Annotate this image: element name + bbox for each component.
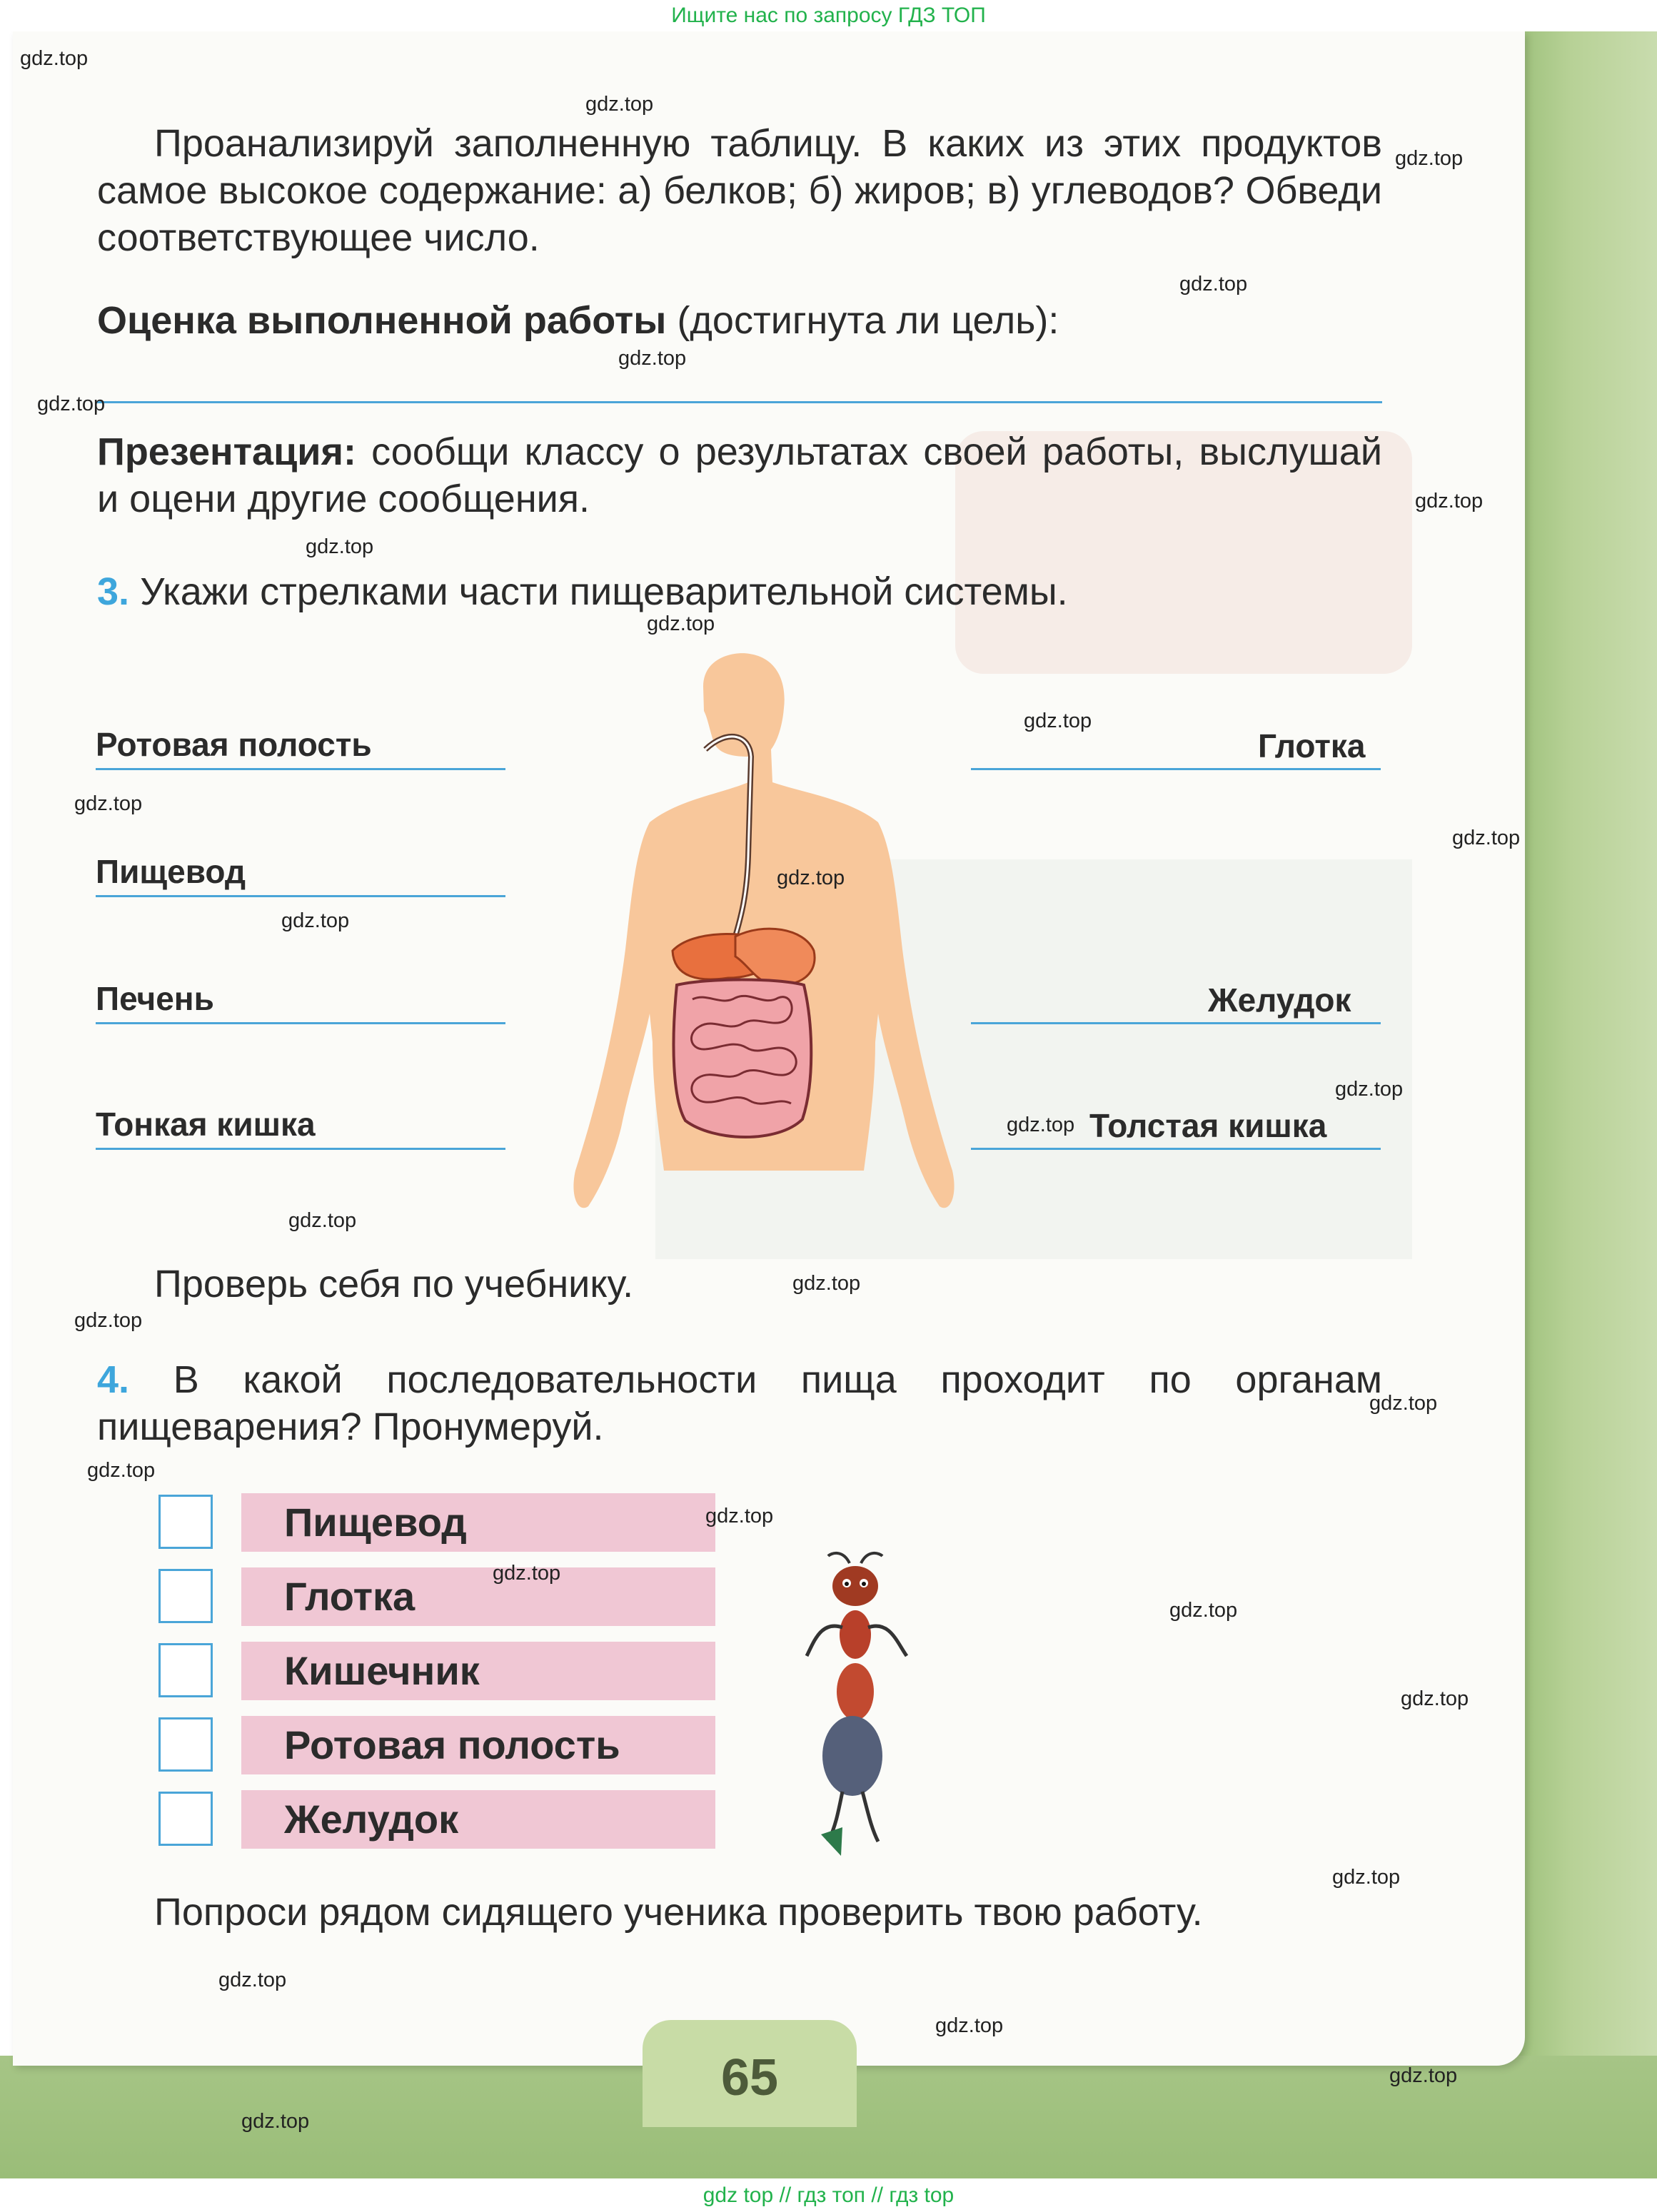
stomach-answer-line[interactable] [971, 1022, 1381, 1024]
watermark-text: gdz.top [1415, 490, 1484, 512]
mouth-answer-line[interactable] [96, 768, 505, 770]
small-intestine-answer-line[interactable] [96, 1148, 505, 1150]
pharynx-answer-line[interactable] [971, 768, 1381, 770]
sequence-item-pharynx: Глотка [284, 1574, 415, 1619]
watermark-text: gdz.top [306, 535, 374, 558]
task3-heading [97, 568, 1382, 615]
sequence-number-box[interactable] [158, 1792, 213, 1846]
bottom-banner[interactable]: gdz top // гдз топ // гдз top [0, 2178, 1657, 2212]
presentation-text: сообщи классу о результатах своей работы, выслушай и оцени другие сообщения. [97, 430, 1382, 520]
watermark-text: gdz.top [241, 2110, 310, 2133]
evaluation-heading: Оценка выполненной работы [97, 299, 667, 342]
sequence-number-box[interactable] [158, 1495, 213, 1549]
sequence-item-stomach: Желудок [284, 1797, 459, 1842]
watermark-text: gdz.top [1452, 827, 1521, 849]
esophagus-answer-line[interactable] [96, 895, 505, 897]
watermark-text: gdz.top [1369, 1392, 1438, 1415]
task4-number: 4. [97, 1358, 130, 1401]
label-large-intestine: Толстая кишка [1089, 1107, 1327, 1144]
sequence-item-mouth: Ротовая полость [284, 1722, 620, 1767]
digestive-system-illustration [521, 642, 1021, 1242]
large-intestine-answer-line[interactable] [971, 1148, 1381, 1150]
watermark-text: gdz.top [1335, 1078, 1404, 1101]
sequence-number-box[interactable] [158, 1569, 213, 1623]
ant-mascot-icon [800, 1549, 914, 1863]
watermark-text: gdz.top [20, 47, 89, 70]
sequence-number-box[interactable] [158, 1717, 213, 1772]
watermark-text: gdz.top [647, 612, 715, 635]
check-textbook-text: Проверь себя по учебнику. [154, 1263, 634, 1306]
watermark-text: gdz.top [218, 1969, 287, 1991]
evaluation-line [97, 297, 1382, 344]
task3-number: 3. [97, 570, 130, 613]
label-mouth: Ротовая полость [96, 726, 372, 763]
label-pharynx: Глотка [1258, 727, 1366, 764]
watermark-text: gdz.top [935, 2014, 1004, 2037]
liver-answer-line[interactable] [96, 1022, 505, 1024]
watermark-text: gdz.top [1389, 2064, 1458, 2087]
sequence-item-intestine: Кишечник [284, 1648, 480, 1693]
evaluation-answer-line[interactable] [97, 401, 1382, 403]
label-liver: Печень [96, 980, 214, 1017]
watermark-text: gdz.top [1169, 1599, 1238, 1622]
label-stomach: Желудок [1208, 981, 1351, 1019]
watermark-text: gdz.top [493, 1562, 561, 1585]
watermark-text: gdz.top [37, 393, 106, 415]
task4-text: В какой последовательности пища проходит по органам пищеварения? Пронумеруй. [97, 1358, 1382, 1448]
watermark-text: gdz.top [705, 1505, 774, 1527]
page-number: 65 [720, 2049, 779, 2106]
top-banner[interactable]: Ищите нас по запросу ГДЗ ТОП [0, 0, 1657, 31]
ask-neighbor-paragraph: Попроси рядом сидящего ученика проверить твою работу. [154, 1891, 1203, 1934]
watermark-text: gdz.top [1395, 147, 1464, 170]
analyze-paragraph: Проанализируй заполненную таблицу. В каких из этих продуктов самое высокое содержание: а) белков; б) жиров; в) углеводов? Обведи соответствующее число. [97, 122, 1382, 259]
watermark-text: gdz.top [87, 1459, 156, 1482]
page-background-strip [1514, 31, 1657, 2178]
watermark-text: gdz.top [1179, 273, 1248, 296]
sequence-item-esophagus: Пищевод [284, 1500, 467, 1545]
presentation-heading: Презентация: [97, 430, 356, 473]
evaluation-text: (достигнута ли цель): [666, 299, 1059, 342]
watermark-text: gdz.top [1007, 1113, 1075, 1136]
watermark-text: gdz.top [281, 909, 350, 932]
watermark-text: gdz.top [792, 1272, 861, 1295]
presentation-paragraph [97, 428, 1382, 522]
label-small-intestine: Тонкая кишка [96, 1106, 316, 1143]
task4-paragraph [97, 1356, 1382, 1450]
watermark-text: gdz.top [777, 867, 845, 889]
watermark-text: gdz.top [288, 1209, 357, 1232]
watermark-text: gdz.top [585, 93, 654, 116]
task3-text: Укажи стрелками части пищеварительной системы. [140, 570, 1068, 613]
watermark-text: gdz.top [1024, 709, 1092, 732]
watermark-text: gdz.top [1401, 1687, 1469, 1710]
watermark-text: gdz.top [74, 792, 143, 815]
sequence-number-box[interactable] [158, 1643, 213, 1697]
watermark-text: gdz.top [74, 1309, 143, 1332]
watermark-text: gdz.top [1332, 1866, 1401, 1889]
watermark-text: gdz.top [618, 347, 687, 370]
label-esophagus: Пищевод [96, 853, 246, 890]
